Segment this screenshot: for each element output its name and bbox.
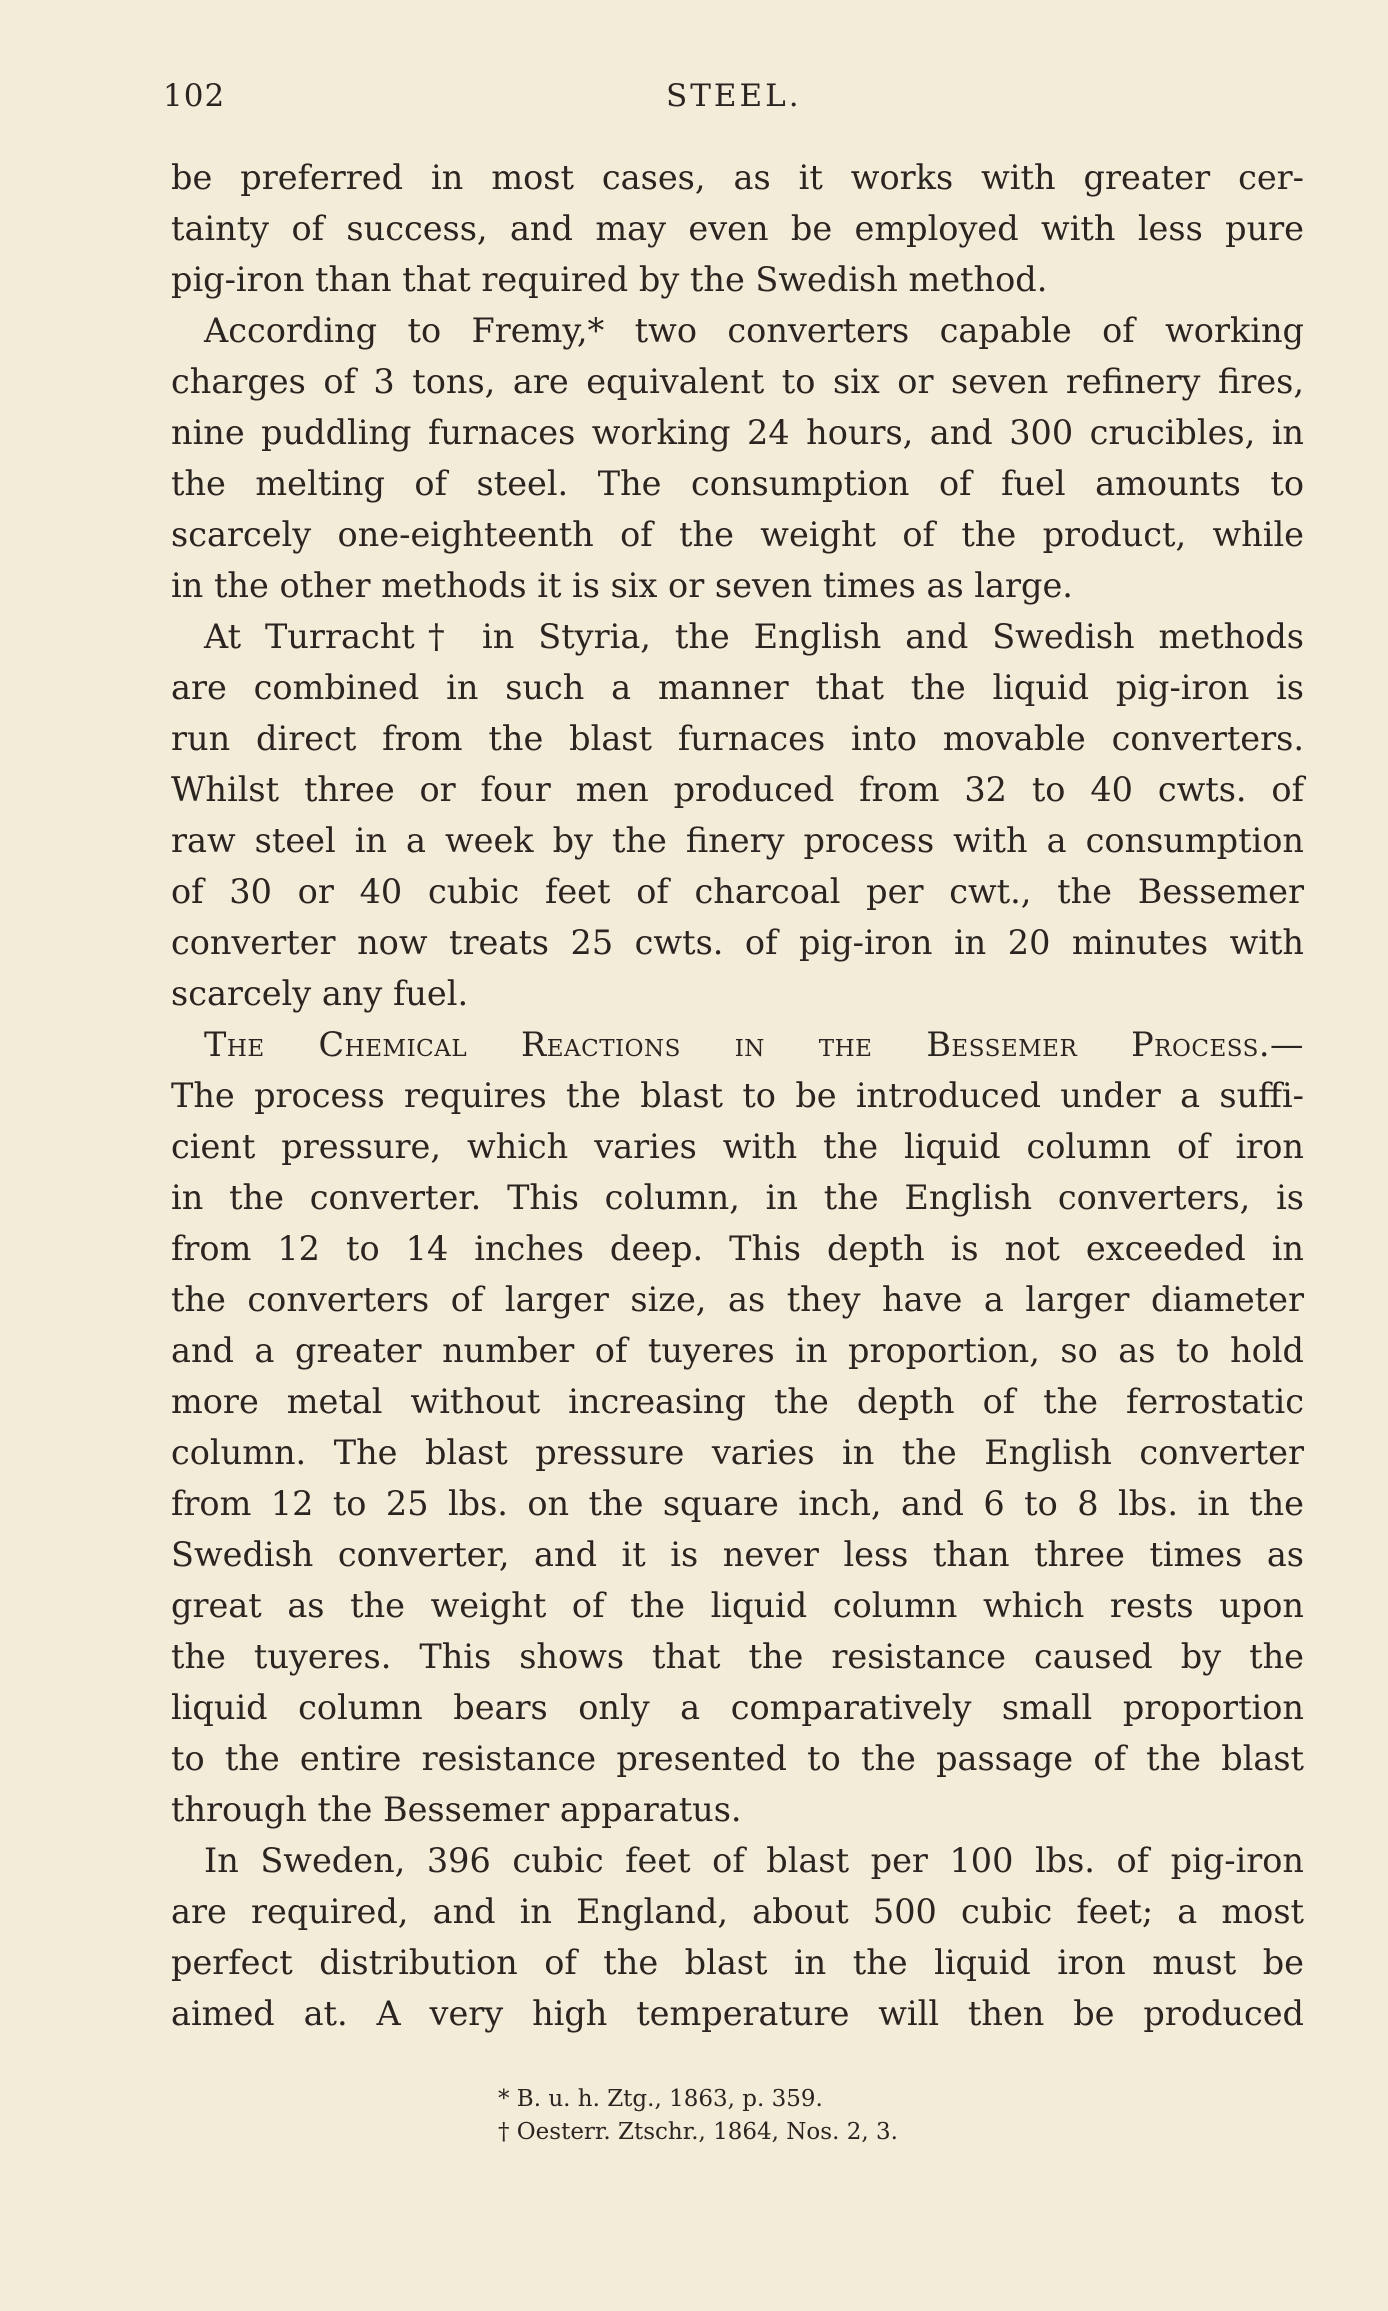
text-line: in the converter. This column, in the English converters, is xyxy=(171,1178,1304,1217)
footnotes xyxy=(498,2083,898,2149)
text-line: from 12 to 14 inches deep. This depth is not exceeded in xyxy=(171,1229,1304,1268)
text-line: tainty of success, and may even be employed with less pure xyxy=(171,209,1304,248)
text-line: liquid column bears only a comparatively small proportion xyxy=(171,1688,1304,1727)
text-line: from 12 to 25 lbs. on the square inch, and 6 to 8 lbs. in the xyxy=(171,1484,1304,1523)
text-line: scarcely one-eighteenth of the weight of the product, while xyxy=(171,515,1304,554)
text-line: the converters of larger size, as they have a larger diameter xyxy=(171,1280,1304,1319)
text-line: great as the weight of the liquid column which rests upon xyxy=(171,1586,1304,1625)
text-line: Whilst three or four men produced from 32 to 40 cwts. of xyxy=(171,770,1304,809)
text-line: run direct from the blast furnaces into movable converters. xyxy=(171,719,1304,758)
text-line: converter now treats 25 cwts. of pig-iron in 20 minutes with xyxy=(171,923,1304,962)
text-line: pig-iron than that required by the Swedish method. xyxy=(171,260,1048,299)
text-line: The process requires the blast to be introduced under a suffi- xyxy=(171,1076,1304,1115)
text-line: Swedish converter, and it is never less than three times as xyxy=(171,1535,1304,1574)
text-line: more metal without increasing the depth of the ferrostatic xyxy=(171,1382,1304,1421)
footnote-1: * B. u. h. Ztg., 1863, p. 359. xyxy=(498,2086,823,2112)
text-line: of 30 or 40 cubic feet of charcoal per cwt., the Bessemer xyxy=(171,872,1304,911)
text-line: scarcely any fuel. xyxy=(171,974,469,1013)
text-line: and a greater number of tuyeres in proportion, so as to hold xyxy=(171,1331,1304,1370)
text-line: the melting of steel. The consumption of fuel amounts to xyxy=(171,464,1304,503)
text-line: nine puddling furnaces working 24 hours, and 300 crucibles, in xyxy=(171,413,1304,452)
running-head: STEEL. xyxy=(666,78,802,114)
page-number: 102 xyxy=(163,78,226,114)
text-line: raw steel in a week by the finery process with a consumption xyxy=(171,821,1304,860)
section-heading: The Chemical Reactions in the Bessemer Process.— xyxy=(204,1025,1304,1064)
body-text xyxy=(171,152,1304,2039)
text-line: through the Bessemer apparatus. xyxy=(171,1790,742,1829)
page-header xyxy=(163,78,1302,122)
text-line: According to Fremy,* two converters capable of working xyxy=(204,311,1304,350)
text-line: are combined in such a manner that the liquid pig-iron is xyxy=(171,668,1304,707)
text-line: the tuyeres. This shows that the resistance caused by the xyxy=(171,1637,1304,1676)
text-line: At Turracht† in Styria, the English and Swedish methods xyxy=(204,617,1304,656)
text-line: perfect distribution of the blast in the liquid iron must be xyxy=(171,1943,1304,1982)
text-line: charges of 3 tons, are equivalent to six or seven refinery fires, xyxy=(171,362,1304,401)
text-line: In Sweden, 396 cubic feet of blast per 100 lbs. of pig-iron xyxy=(204,1841,1304,1880)
text-line: column. The blast pressure varies in the English converter xyxy=(171,1433,1304,1472)
text-line: aimed at. A very high temperature will then be produced xyxy=(171,1994,1304,2033)
text-line: in the other methods it is six or seven times as large. xyxy=(171,566,1073,605)
footnote-2: † Oesterr. Ztschr., 1864, Nos. 2, 3. xyxy=(498,2119,898,2145)
text-line: are required, and in England, about 500 cubic feet; a most xyxy=(171,1892,1304,1931)
text-line: be preferred in most cases, as it works with greater cer- xyxy=(171,158,1304,197)
text-line: cient pressure, which varies with the liquid column of iron xyxy=(171,1127,1304,1166)
text-line: to the entire resistance presented to the passage of the blast xyxy=(171,1739,1304,1778)
